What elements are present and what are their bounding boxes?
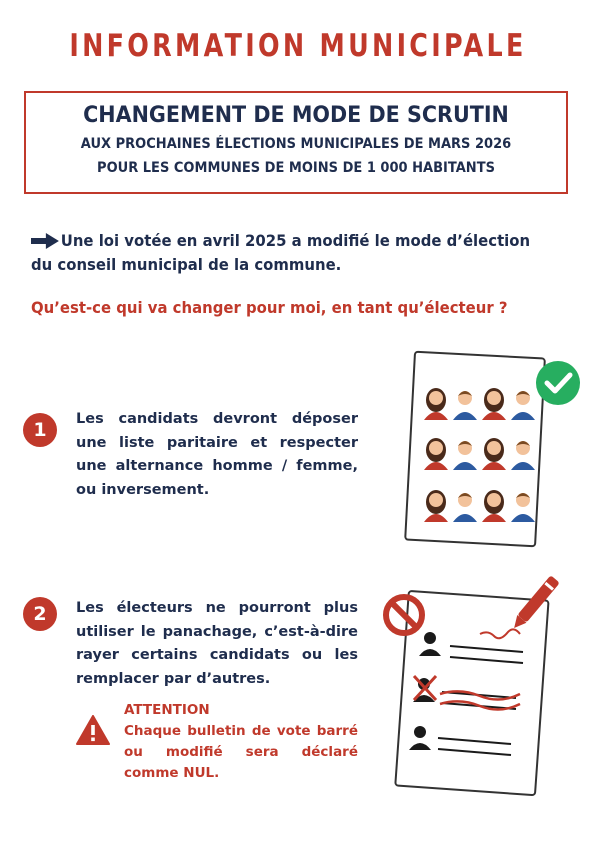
step-1-text: Les candidats devront déposer une liste paritaire et respecter une alternance homme / femme, ou inversement.: [76, 411, 358, 498]
warning-block: [124, 700, 358, 784]
headline-box: [24, 91, 568, 194]
intro-paragraph: [31, 229, 538, 277]
checkmark-icon: [536, 361, 580, 405]
headline-title: CHANGEMENT DE MODE DE SCRUTIN: [83, 103, 509, 128]
warning-icon: [76, 715, 110, 745]
step-2-text: Les électeurs ne pourront plus utiliser le panachage, c’est-à-dire rayer certains candidats ou les remplacer par d’autres.: [76, 600, 358, 687]
step-number-2: 2: [23, 597, 57, 631]
headline-subtitle-1: AUX PROCHAINES ÉLECTIONS MUNICIPALES DE MARS 2026: [80, 136, 512, 152]
question-heading: Qu’est-ce qui va changer pour moi, en tant qu’électeur ?: [31, 298, 508, 317]
crossed-ballot-illustration: [378, 572, 578, 800]
warning-title: ATTENTION: [124, 702, 210, 718]
arrow-right-icon: [31, 233, 59, 249]
page-title: INFORMATION MUNICIPALE: [69, 28, 527, 64]
ballot-list-illustration: [404, 350, 584, 550]
step-number-1: 1: [23, 413, 57, 447]
intro-text: Une loi votée en avril 2025 a modifié le mode d’élection du conseil municipal de la commune.: [31, 231, 531, 274]
warning-text: Chaque bulletin de vote barré ou modifié sera déclaré comme NUL.: [124, 723, 358, 781]
headline-subtitle-2: POUR LES COMMUNES DE MOINS DE 1 000 HABITANTS: [97, 160, 495, 176]
